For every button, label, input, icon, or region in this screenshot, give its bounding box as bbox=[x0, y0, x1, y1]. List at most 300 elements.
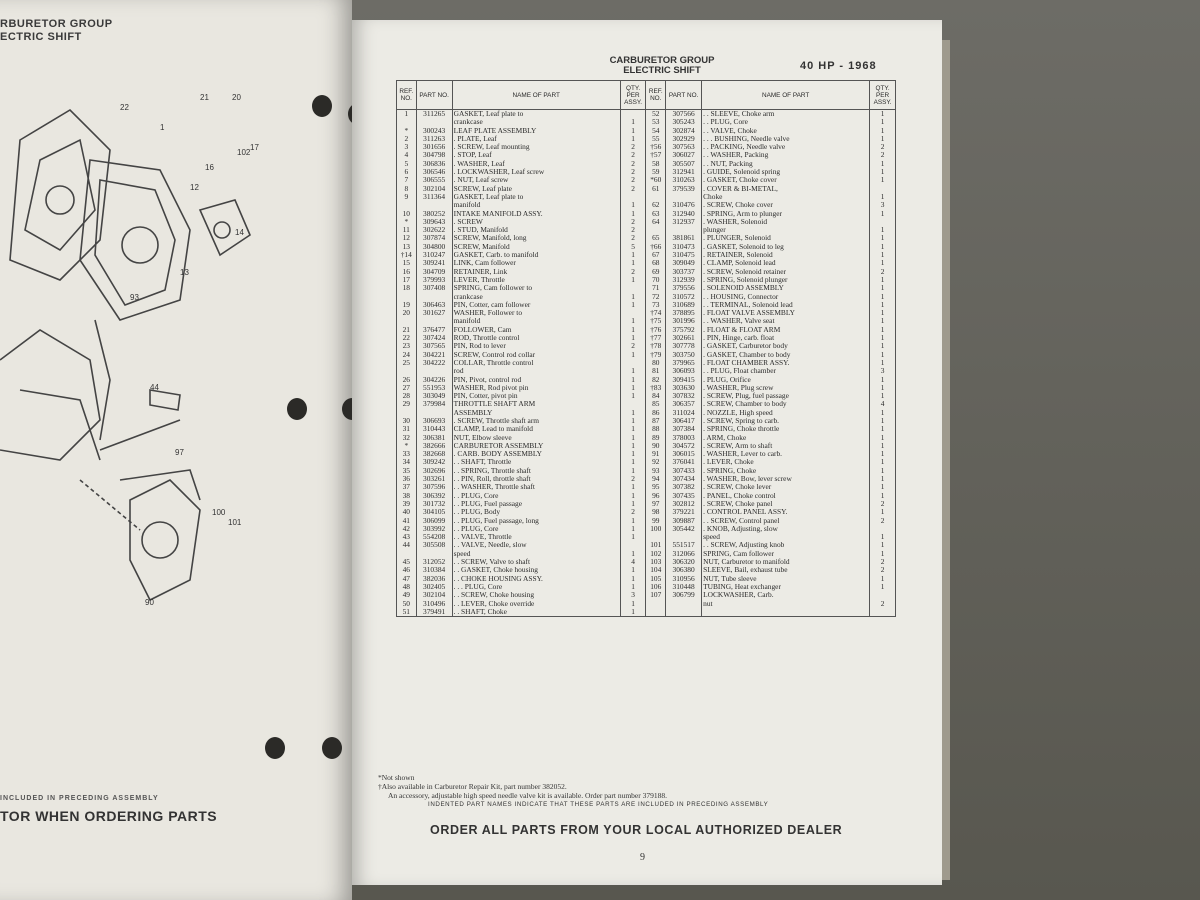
name-cell: . PLUNGER, Solenoid bbox=[702, 234, 870, 242]
qty-cell: 1 bbox=[870, 483, 896, 491]
name-cell: . GASKET, Chamber to body bbox=[702, 351, 870, 359]
table-row bbox=[397, 616, 896, 617]
part-cell: 309415 bbox=[666, 376, 702, 384]
table-row bbox=[397, 251, 896, 259]
qty-cell: 1 bbox=[870, 434, 896, 442]
part-cell: 305243 bbox=[666, 118, 702, 126]
ref-cell: †74 bbox=[646, 309, 666, 317]
callout-44: 44 bbox=[150, 383, 159, 392]
ref-cell: 68 bbox=[646, 259, 666, 267]
table-row bbox=[397, 500, 896, 508]
name-cell: crankcase bbox=[452, 293, 620, 301]
part-cell: 382036 bbox=[416, 575, 452, 583]
name-cell: LEVER, Throttle bbox=[452, 276, 620, 284]
callout-102: 102 bbox=[237, 148, 251, 157]
qty-cell: 2 bbox=[620, 218, 646, 226]
qty-cell: 1 bbox=[620, 293, 646, 301]
ref-cell: 27 bbox=[397, 384, 417, 392]
name-cell: . . WASHER, Valve seat bbox=[702, 317, 870, 325]
part-cell: 306836 bbox=[416, 160, 452, 168]
part-cell bbox=[666, 616, 702, 617]
name-cell: SLEEVE, Bail, exhaust tube bbox=[702, 566, 870, 574]
ref-cell: 107 bbox=[646, 591, 666, 599]
part-cell: 301656 bbox=[416, 143, 452, 151]
part-cell: 310476 bbox=[666, 201, 702, 209]
name-cell: LOCKWASHER, Carb. bbox=[702, 591, 870, 599]
ref-cell: 15 bbox=[397, 259, 417, 267]
name-cell: . . TERMINAL, Solenoid lead bbox=[702, 301, 870, 309]
part-cell: 301627 bbox=[416, 309, 452, 317]
ref-cell: 38 bbox=[397, 492, 417, 500]
name-cell: . . WASHER, Packing bbox=[702, 151, 870, 159]
name-cell: . . SHAFT, Choke bbox=[452, 608, 620, 616]
ref-cell: 103 bbox=[646, 558, 666, 566]
part-cell: 305508 bbox=[416, 541, 452, 549]
name-cell: . STOP, Leaf bbox=[452, 151, 620, 159]
table-row bbox=[397, 218, 896, 226]
part-cell: 302104 bbox=[416, 591, 452, 599]
part-cell: 311265 bbox=[416, 110, 452, 119]
name-cell: . SCREW, Leaf mounting bbox=[452, 143, 620, 151]
ref-cell: 58 bbox=[646, 160, 666, 168]
part-cell bbox=[666, 600, 702, 608]
footnotes bbox=[378, 773, 918, 809]
ref-cell: 2 bbox=[397, 135, 417, 143]
table-row bbox=[397, 317, 896, 325]
qty-cell: 1 bbox=[870, 334, 896, 342]
ref-cell bbox=[397, 293, 417, 301]
qty-cell: 1 bbox=[870, 442, 896, 450]
ref-cell: 84 bbox=[646, 392, 666, 400]
qty-cell: 1 bbox=[870, 176, 896, 184]
name-cell: Choke bbox=[702, 193, 870, 201]
qty-cell: 1 bbox=[620, 434, 646, 442]
name-cell: . PLUG, Orifice bbox=[702, 376, 870, 384]
ref-cell: 98 bbox=[646, 508, 666, 516]
qty-cell: 1 bbox=[620, 351, 646, 359]
qty-cell bbox=[870, 591, 896, 599]
part-cell: 306693 bbox=[416, 417, 452, 425]
qty-cell: 1 bbox=[870, 342, 896, 350]
empty-cell bbox=[620, 616, 646, 617]
part-cell: 307563 bbox=[666, 143, 702, 151]
part-cell: 304226 bbox=[416, 376, 452, 384]
table-row bbox=[397, 185, 896, 193]
ref-cell: 7 bbox=[397, 176, 417, 184]
qty-cell: 1 bbox=[870, 376, 896, 384]
part-cell: 309242 bbox=[416, 458, 452, 466]
name-cell: . WASHER, Leaf bbox=[452, 160, 620, 168]
col-qty-header: QTY. PER ASSY. bbox=[870, 81, 896, 110]
table-row bbox=[397, 417, 896, 425]
name-cell: . CLAMP, Solenoid lead bbox=[702, 259, 870, 267]
callout-14: 14 bbox=[235, 228, 244, 237]
part-cell: 303737 bbox=[666, 268, 702, 276]
qty-cell: 2 bbox=[620, 226, 646, 234]
part-cell: 311364 bbox=[416, 193, 452, 201]
qty-cell: 2 bbox=[620, 176, 646, 184]
name-cell: . PANEL, Choke control bbox=[702, 492, 870, 500]
name-cell: . WASHER, Lever to carb. bbox=[702, 450, 870, 458]
qty-cell: 2 bbox=[870, 268, 896, 276]
qty-cell: 1 bbox=[620, 608, 646, 616]
table-row bbox=[397, 392, 896, 400]
part-cell: 305507 bbox=[666, 160, 702, 168]
part-cell bbox=[416, 550, 452, 558]
name-cell: . SCREW, Spring to carb. bbox=[702, 417, 870, 425]
name-cell: . . VALVE, Throttle bbox=[452, 533, 620, 541]
name-cell: . PIN, Hinge, carb. float bbox=[702, 334, 870, 342]
qty-cell: 3 bbox=[620, 591, 646, 599]
part-cell bbox=[666, 608, 702, 616]
ref-cell: 48 bbox=[397, 583, 417, 591]
ref-cell: †79 bbox=[646, 351, 666, 359]
ref-cell: 85 bbox=[646, 400, 666, 408]
ref-cell bbox=[646, 616, 666, 617]
ref-cell: 61 bbox=[646, 185, 666, 193]
ref-cell: 19 bbox=[397, 301, 417, 309]
qty-cell: 1 bbox=[620, 425, 646, 433]
name-cell: WASHER, Rod pivot pin bbox=[452, 384, 620, 392]
name-cell: . SCREW, Plug, fuel passage bbox=[702, 392, 870, 400]
part-cell: 302696 bbox=[416, 467, 452, 475]
qty-cell: 3 bbox=[870, 367, 896, 375]
name-cell: manifold bbox=[452, 201, 620, 209]
name-cell: . SOLENOID ASSEMBLY bbox=[702, 284, 870, 292]
part-cell: 306381 bbox=[416, 434, 452, 442]
table-row bbox=[397, 359, 896, 367]
ref-cell: 73 bbox=[646, 301, 666, 309]
qty-cell: 1 bbox=[870, 583, 896, 591]
ref-cell: 20 bbox=[397, 309, 417, 317]
name-cell: COLLAR, Throttle control bbox=[452, 359, 620, 367]
name-cell: . WASHER, Plug screw bbox=[702, 384, 870, 392]
part-cell: 305442 bbox=[666, 525, 702, 533]
note-not-shown: *Not shown bbox=[378, 773, 415, 782]
table-row bbox=[397, 475, 896, 483]
qty-cell: 2 bbox=[870, 500, 896, 508]
qty-cell: 1 bbox=[870, 392, 896, 400]
ref-cell: 101 bbox=[646, 541, 666, 549]
ref-cell: 88 bbox=[646, 425, 666, 433]
table-row bbox=[397, 243, 896, 251]
punch-hole bbox=[265, 737, 285, 759]
part-cell: 379221 bbox=[666, 508, 702, 516]
part-cell: 307874 bbox=[416, 234, 452, 242]
part-cell: 303750 bbox=[666, 351, 702, 359]
table-row bbox=[397, 160, 896, 168]
qty-cell: 1 bbox=[620, 135, 646, 143]
name-cell: ROD, Throttle control bbox=[452, 334, 620, 342]
table-row bbox=[397, 193, 896, 201]
part-cell bbox=[416, 118, 452, 126]
table-row bbox=[397, 284, 896, 292]
table-row bbox=[397, 135, 896, 143]
qty-cell: 1 bbox=[870, 425, 896, 433]
ref-cell: 8 bbox=[397, 185, 417, 193]
qty-cell bbox=[870, 616, 896, 617]
qty-cell bbox=[870, 525, 896, 533]
ref-cell: 96 bbox=[646, 492, 666, 500]
ref-cell: 89 bbox=[646, 434, 666, 442]
ref-cell: 50 bbox=[397, 600, 417, 608]
table-row bbox=[397, 458, 896, 466]
ref-cell: * bbox=[397, 218, 417, 226]
table-row bbox=[397, 351, 896, 359]
part-cell: 303630 bbox=[666, 384, 702, 392]
name-cell: . SPRING, Arm to plunger bbox=[702, 210, 870, 218]
ref-cell: 26 bbox=[397, 376, 417, 384]
qty-cell: 1 bbox=[620, 376, 646, 384]
name-cell: . . LEVER, Choke override bbox=[452, 600, 620, 608]
name-cell: . SCREW, Choke lever bbox=[702, 483, 870, 491]
table-row bbox=[397, 326, 896, 334]
qty-cell: 3 bbox=[870, 201, 896, 209]
callout-16: 16 bbox=[205, 163, 214, 172]
table-row bbox=[397, 450, 896, 458]
qty-cell: 1 bbox=[620, 492, 646, 500]
part-cell: 306392 bbox=[416, 492, 452, 500]
ref-cell: 30 bbox=[397, 417, 417, 425]
ref-cell: 46 bbox=[397, 566, 417, 574]
name-cell: . . SHAFT, Throttle bbox=[452, 458, 620, 466]
qty-cell: 1 bbox=[870, 541, 896, 549]
name-cell: PIN, Cotter, cam follower bbox=[452, 301, 620, 309]
name-cell: INTAKE MANIFOLD ASSY. bbox=[452, 210, 620, 218]
part-cell: 309887 bbox=[666, 517, 702, 525]
ref-cell bbox=[397, 367, 417, 375]
name-cell: . GASKET, Solenoid to leg bbox=[702, 243, 870, 251]
ref-cell: 44 bbox=[397, 541, 417, 549]
part-cell: 311024 bbox=[666, 409, 702, 417]
part-cell: 375792 bbox=[666, 326, 702, 334]
name-cell: . . PACKING, Needle valve bbox=[702, 143, 870, 151]
qty-cell bbox=[870, 218, 896, 226]
qty-cell bbox=[620, 359, 646, 367]
ref-cell: †14 bbox=[397, 251, 417, 259]
part-cell: 307435 bbox=[666, 492, 702, 500]
table-row bbox=[397, 127, 896, 135]
table-row bbox=[397, 201, 896, 209]
col-ref-header: REF. NO. bbox=[646, 81, 666, 110]
part-cell: 554208 bbox=[416, 533, 452, 541]
ref-cell: 95 bbox=[646, 483, 666, 491]
ref-cell: †66 bbox=[646, 243, 666, 251]
ref-cell: 6 bbox=[397, 168, 417, 176]
ref-cell: 90 bbox=[646, 442, 666, 450]
ref-cell: 33 bbox=[397, 450, 417, 458]
ref-cell: * bbox=[397, 127, 417, 135]
name-cell: . WASHER, Bow, lever screw bbox=[702, 475, 870, 483]
name-cell: . RETAINER, Solenoid bbox=[702, 251, 870, 259]
ref-cell: 17 bbox=[397, 276, 417, 284]
qty-cell bbox=[620, 309, 646, 317]
part-cell bbox=[416, 293, 452, 301]
callout-17: 17 bbox=[250, 143, 259, 152]
part-cell: 379539 bbox=[666, 185, 702, 193]
ref-cell bbox=[397, 409, 417, 417]
note-repair-kit: †Also available in Carburetor Repair Kit, part number 382052. bbox=[378, 782, 567, 791]
name-cell: . GASKET, Carburetor body bbox=[702, 342, 870, 350]
part-cell: 304222 bbox=[416, 359, 452, 367]
qty-cell: 1 bbox=[620, 367, 646, 375]
part-cell: 302874 bbox=[666, 127, 702, 135]
name-cell: ASSEMBLY bbox=[452, 409, 620, 417]
name-cell: NUT, Tube sleeve bbox=[702, 575, 870, 583]
ref-cell: 39 bbox=[397, 500, 417, 508]
qty-cell: 1 bbox=[870, 234, 896, 242]
part-cell: 303261 bbox=[416, 475, 452, 483]
qty-cell: 1 bbox=[870, 251, 896, 259]
ref-cell: * bbox=[397, 442, 417, 450]
ref-cell: 51 bbox=[397, 608, 417, 616]
name-cell: SCREW, Manifold, long bbox=[452, 234, 620, 242]
ref-cell: 100 bbox=[646, 525, 666, 533]
part-cell: 307424 bbox=[416, 334, 452, 342]
qty-cell: 1 bbox=[620, 467, 646, 475]
name-cell: . . PLUG, Core bbox=[452, 492, 620, 500]
callout-100: 100 bbox=[212, 508, 226, 517]
qty-cell: 1 bbox=[870, 276, 896, 284]
part-cell: 306799 bbox=[666, 591, 702, 599]
ref-cell: 80 bbox=[646, 359, 666, 367]
table-row bbox=[397, 376, 896, 384]
ref-cell: 40 bbox=[397, 508, 417, 516]
name-cell: . LOCKWASHER, Leaf screw bbox=[452, 168, 620, 176]
part-cell: 304221 bbox=[416, 351, 452, 359]
table-row bbox=[397, 259, 896, 267]
ref-cell: 47 bbox=[397, 575, 417, 583]
ref-cell: 35 bbox=[397, 467, 417, 475]
part-cell: 310475 bbox=[666, 251, 702, 259]
name-cell: SPRING, Cam follower bbox=[702, 550, 870, 558]
table-row bbox=[397, 118, 896, 126]
part-cell: 307566 bbox=[666, 110, 702, 119]
part-cell: 310263 bbox=[666, 176, 702, 184]
table-row bbox=[397, 442, 896, 450]
ref-cell: *60 bbox=[646, 176, 666, 184]
empty-cell bbox=[397, 616, 417, 617]
part-cell: 306555 bbox=[416, 176, 452, 184]
name-cell: . . VALVE, Choke bbox=[702, 127, 870, 135]
ref-cell: 99 bbox=[646, 517, 666, 525]
empty-cell bbox=[416, 616, 452, 617]
part-cell: 300243 bbox=[416, 127, 452, 135]
qty-cell: 1 bbox=[620, 301, 646, 309]
table-row bbox=[397, 533, 896, 541]
name-cell: . . PIN, Roll, throttle shaft bbox=[452, 475, 620, 483]
table-row bbox=[397, 483, 896, 491]
table-row bbox=[397, 234, 896, 242]
model-label: 40 HP - 1968 bbox=[800, 60, 877, 72]
part-cell: 551517 bbox=[666, 541, 702, 549]
qty-cell: 1 bbox=[870, 301, 896, 309]
qty-cell: 1 bbox=[870, 160, 896, 168]
part-cell bbox=[416, 201, 452, 209]
ref-cell: †56 bbox=[646, 143, 666, 151]
qty-cell: 1 bbox=[620, 566, 646, 574]
name-cell: . . VALVE, Needle, slow bbox=[452, 541, 620, 549]
table-row bbox=[397, 309, 896, 317]
qty-cell: 1 bbox=[620, 201, 646, 209]
qty-cell: 1 bbox=[620, 550, 646, 558]
qty-cell: 2 bbox=[870, 151, 896, 159]
qty-cell bbox=[870, 185, 896, 193]
part-cell: 309241 bbox=[416, 259, 452, 267]
part-cell: 307832 bbox=[666, 392, 702, 400]
col-qty-header: QTY. PER ASSY. bbox=[620, 81, 646, 110]
name-cell: GASKET, Leaf plate to bbox=[452, 110, 620, 119]
qty-cell: 1 bbox=[620, 517, 646, 525]
part-cell: 310384 bbox=[416, 566, 452, 574]
name-cell: . . HOUSING, Connector bbox=[702, 293, 870, 301]
qty-cell: 2 bbox=[620, 268, 646, 276]
part-cell bbox=[666, 193, 702, 201]
col-name-header: NAME OF PART bbox=[452, 81, 620, 110]
callout-93: 93 bbox=[130, 293, 139, 302]
name-cell: . STUD, Manifold bbox=[452, 226, 620, 234]
name-cell: . . SLEEVE, Choke arm bbox=[702, 110, 870, 119]
name-cell: THROTTLE SHAFT ARM bbox=[452, 400, 620, 408]
part-cell: 307565 bbox=[416, 342, 452, 350]
qty-cell bbox=[870, 608, 896, 616]
part-cell: 380252 bbox=[416, 210, 452, 218]
ref-cell: 52 bbox=[646, 110, 666, 119]
qty-cell: 2 bbox=[620, 185, 646, 193]
name-cell: nut bbox=[702, 600, 870, 608]
part-cell: 304105 bbox=[416, 508, 452, 516]
name-cell: PIN, Pivot, control rod bbox=[452, 376, 620, 384]
ref-cell: 71 bbox=[646, 284, 666, 292]
ref-cell: 12 bbox=[397, 234, 417, 242]
qty-cell: 1 bbox=[870, 293, 896, 301]
part-cell: 302812 bbox=[666, 500, 702, 508]
part-cell: 302661 bbox=[666, 334, 702, 342]
right-page bbox=[352, 20, 942, 885]
qty-cell: 1 bbox=[870, 118, 896, 126]
qty-cell: 1 bbox=[870, 135, 896, 143]
ref-cell: 29 bbox=[397, 400, 417, 408]
ref-cell: †77 bbox=[646, 334, 666, 342]
part-cell: 379556 bbox=[666, 284, 702, 292]
qty-cell bbox=[620, 400, 646, 408]
name-cell: CLAMP, Lead to manifold bbox=[452, 425, 620, 433]
name-cell: . SCREW, Choke cover bbox=[702, 201, 870, 209]
table-row bbox=[397, 558, 896, 566]
part-cell: 310448 bbox=[666, 583, 702, 591]
table-row bbox=[397, 400, 896, 408]
name-cell: . KNOB, Adjusting, slow bbox=[702, 525, 870, 533]
name-cell: FOLLOWER, Cam bbox=[452, 326, 620, 334]
callout-13: 13 bbox=[180, 268, 189, 277]
qty-cell: 1 bbox=[620, 533, 646, 541]
table-row bbox=[397, 517, 896, 525]
ref-cell: 91 bbox=[646, 450, 666, 458]
part-cell: 306027 bbox=[666, 151, 702, 159]
ref-cell: 25 bbox=[397, 359, 417, 367]
punch-hole bbox=[322, 737, 342, 759]
name-cell: . SPRING, Solenoid plunger bbox=[702, 276, 870, 284]
qty-cell: 1 bbox=[870, 110, 896, 119]
name-cell: rod bbox=[452, 367, 620, 375]
qty-cell: 2 bbox=[620, 342, 646, 350]
table-row bbox=[397, 600, 896, 608]
ref-cell: †57 bbox=[646, 151, 666, 159]
qty-cell: 1 bbox=[620, 583, 646, 591]
part-cell: 381861 bbox=[666, 234, 702, 242]
part-cell: 378895 bbox=[666, 309, 702, 317]
page-number: 9 bbox=[640, 852, 645, 863]
